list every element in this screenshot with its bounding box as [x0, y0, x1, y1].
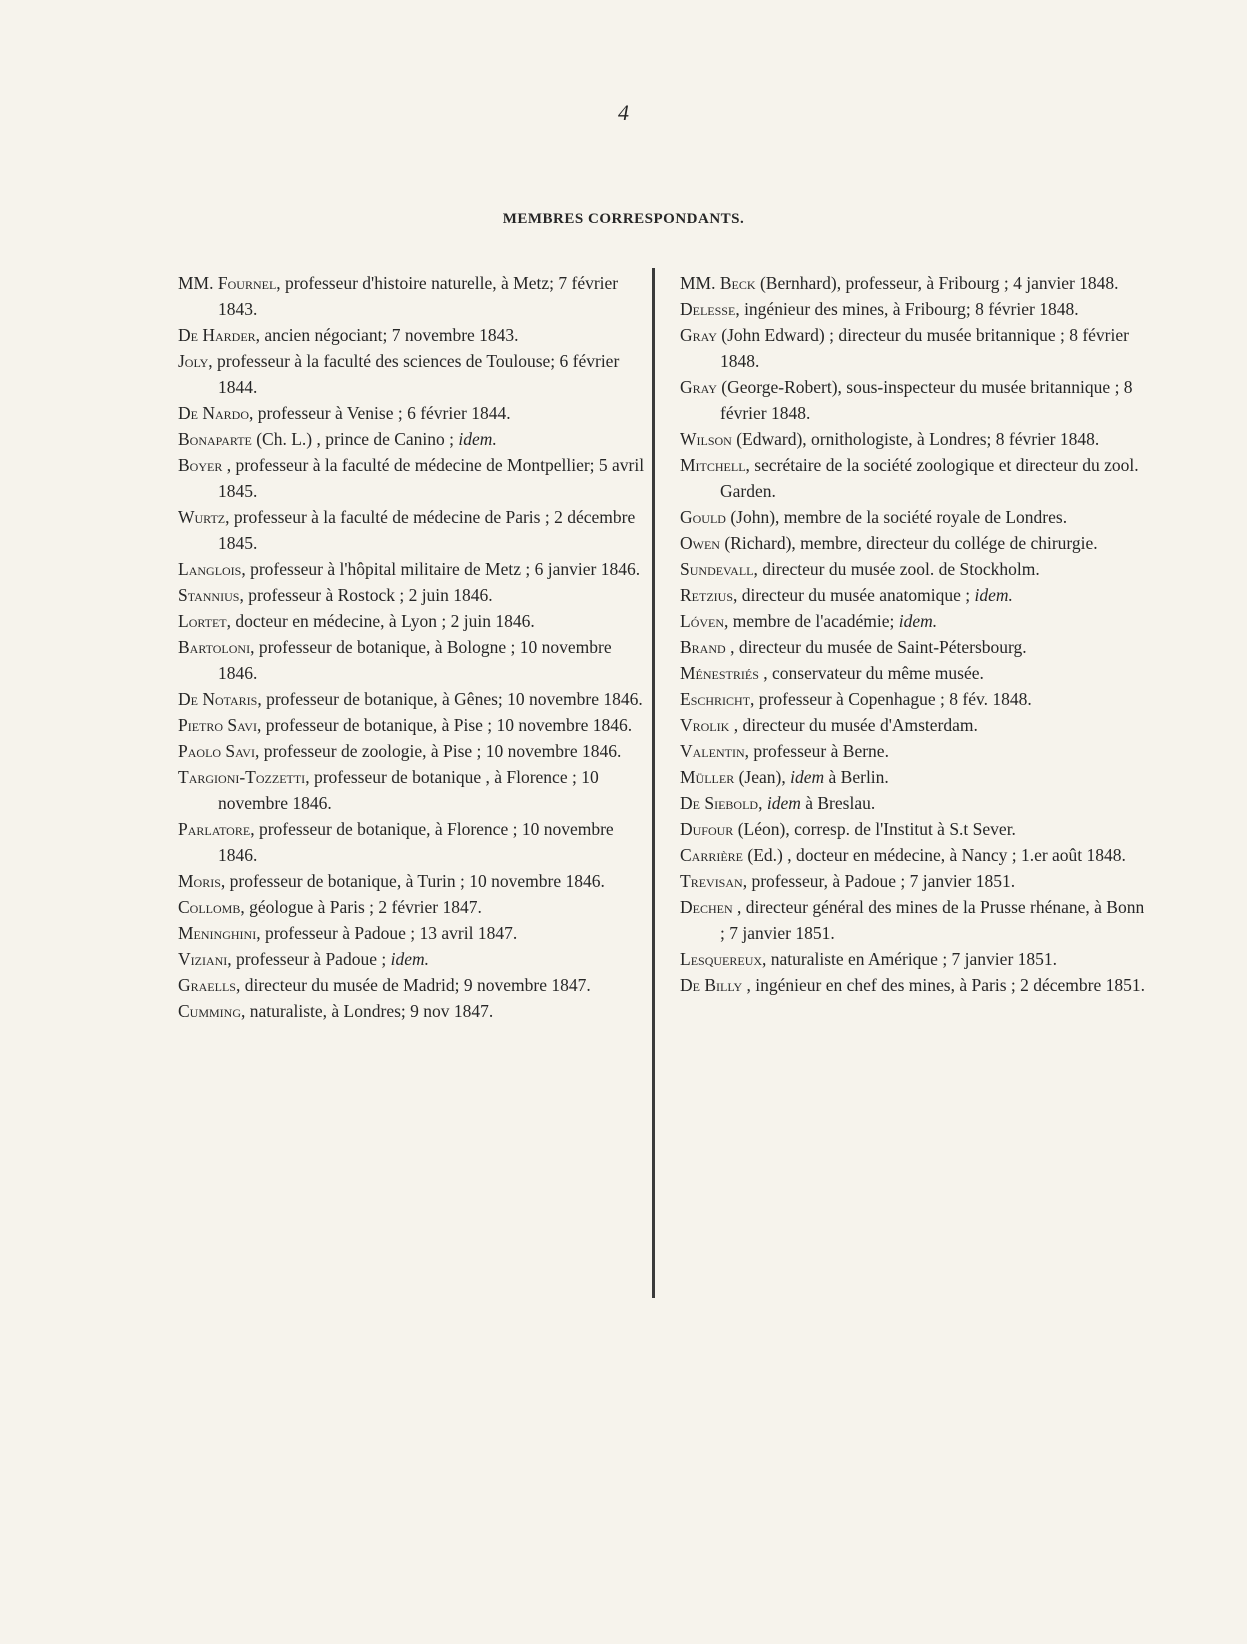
member-name: Trevisan — [680, 871, 743, 891]
member-name: Joly — [178, 351, 209, 371]
member-name: Langlois — [178, 559, 242, 579]
member-details-tail: à Berlin. — [824, 767, 889, 787]
member-name: Gray — [680, 325, 717, 345]
member-entry — [680, 452, 1150, 504]
member-name: Ménestriés — [680, 663, 759, 683]
member-entry — [178, 946, 648, 972]
member-name: Collomb — [178, 897, 241, 917]
member-entry — [680, 582, 1150, 608]
member-entry — [178, 920, 648, 946]
member-details: , naturaliste, à Londres; 9 nov 1847. — [241, 1001, 494, 1021]
member-name: Bonaparte — [178, 429, 252, 449]
member-name: Wilson — [680, 429, 732, 449]
member-details: , professeur à Padoue ; — [227, 949, 391, 969]
member-entry — [178, 972, 648, 998]
member-entry — [680, 712, 1150, 738]
member-name: Owen — [680, 533, 720, 553]
member-entry — [178, 738, 648, 764]
member-details: (Ed.) , docteur en médecine, à Nancy ; 1.er août 1848. — [743, 845, 1126, 865]
member-details: , naturaliste en Amérique ; 7 janvier 1851. — [762, 949, 1058, 969]
member-name: De Nardo — [178, 403, 249, 423]
member-entry — [178, 400, 648, 426]
member-details: , professeur d'histoire naturelle, à Metz; 7 février 1843. — [218, 273, 619, 319]
member-name: De Harder — [178, 325, 256, 345]
member-name: Moris — [178, 871, 221, 891]
member-name: Müller — [680, 767, 735, 787]
member-name: Lortet — [178, 611, 227, 631]
member-details: , membre de l'académie; — [724, 611, 899, 631]
member-entry — [178, 998, 648, 1024]
member-entry — [680, 842, 1150, 868]
member-name: Boyer — [178, 455, 223, 475]
member-name: Fournel — [217, 273, 277, 293]
member-entry — [178, 556, 648, 582]
member-details: , directeur du musée de Madrid; 9 novembre 1847. — [235, 975, 591, 995]
member-name: De Billy — [680, 975, 743, 995]
member-name: Targioni-Tozzetti — [178, 767, 306, 787]
member-name: De Notaris — [178, 689, 258, 709]
member-details: (John Edward) ; directeur du musée britannique ; 8 février 1848. — [716, 325, 1129, 371]
member-details: , professeur à la faculté des sciences de Toulouse; 6 février 1844. — [208, 351, 620, 397]
member-details: , directeur général des mines de la Prusse rhénane, à Bonn ; 7 janvier 1851. — [720, 897, 1145, 943]
member-details: , ingénieur en chef des mines, à Paris ; 2 décembre 1851. — [742, 975, 1145, 995]
member-details: , géologue à Paris ; 2 février 1847. — [240, 897, 482, 917]
member-details: , professeur de botanique, à Pise ; 10 novembre 1846. — [256, 715, 633, 735]
member-details: , professeur à Rostock ; 2 juin 1846. — [239, 585, 493, 605]
member-entry — [178, 868, 648, 894]
left-column — [178, 270, 648, 1024]
member-entry — [680, 296, 1150, 322]
member-name: Delesse — [680, 299, 736, 319]
member-details: , directeur du musée de Saint-Pétersbourg. — [725, 637, 1027, 657]
member-entry — [178, 816, 648, 868]
member-details: , professeur, à Padoue ; 7 janvier 1851. — [742, 871, 1016, 891]
member-details: (Ch. L.) , prince de Canino ; — [251, 429, 459, 449]
member-entry — [680, 894, 1150, 946]
member-entry — [680, 374, 1150, 426]
member-name: Bartoloni — [178, 637, 251, 657]
right-column — [680, 270, 1150, 998]
member-entry — [680, 660, 1150, 686]
member-entry — [680, 946, 1150, 972]
member-entry — [178, 686, 648, 712]
member-idem: idem. — [974, 585, 1013, 605]
member-details: (Bernhard), professeur, à Fribourg ; 4 janvier 1848. — [755, 273, 1119, 293]
member-name: Stannius — [178, 585, 240, 605]
member-entry — [680, 270, 1150, 296]
member-name: Beck — [719, 273, 756, 293]
member-details: , directeur du musée zool. de Stockholm. — [753, 559, 1040, 579]
member-entry — [178, 608, 648, 634]
member-entry — [680, 322, 1150, 374]
member-idem: idem. — [390, 949, 429, 969]
member-details: (Jean), — [734, 767, 791, 787]
entry-prefix: MM. — [680, 273, 720, 293]
member-name: Retzius — [680, 585, 733, 605]
member-details: , professeur à Copenhague ; 8 fév. 1848. — [750, 689, 1032, 709]
member-entry — [680, 426, 1150, 452]
member-entry — [680, 556, 1150, 582]
member-details: , docteur en médecine, à Lyon ; 2 juin 1846. — [226, 611, 535, 631]
member-name: Cumming — [178, 1001, 242, 1021]
member-details: , secrétaire de la société zoologique et directeur du zool. Garden. — [720, 455, 1139, 501]
member-details: , professeur à l'hôpital militaire de Metz ; 6 janvier 1846. — [241, 559, 641, 579]
member-details: (John), membre de la société royale de Londres. — [725, 507, 1068, 527]
member-details: , — [758, 793, 767, 813]
page-number: 4 — [618, 100, 629, 125]
member-details: , professeur à Berne. — [744, 741, 889, 761]
member-details: (Edward), ornithologiste, à Londres; 8 février 1848. — [731, 429, 1100, 449]
member-name: Vrolik — [680, 715, 730, 735]
member-idem: idem — [790, 767, 825, 787]
member-entry — [680, 764, 1150, 790]
member-details: , ingénieur des mines, à Fribourg; 8 février 1848. — [735, 299, 1079, 319]
member-name: Dufour — [680, 819, 734, 839]
member-entry — [680, 504, 1150, 530]
member-entry — [680, 816, 1150, 842]
member-entry — [680, 738, 1150, 764]
member-entry — [178, 270, 648, 322]
member-details: , professeur de botanique, à Turin ; 10 novembre 1846. — [220, 871, 605, 891]
member-name: Pietro Savi — [178, 715, 257, 735]
member-name: Eschricht — [680, 689, 751, 709]
member-details: , directeur du musée d'Amsterdam. — [729, 715, 978, 735]
member-details: , professeur à Venise ; 6 février 1844. — [248, 403, 511, 423]
member-details: (George-Robert), sous-inspecteur du musée britannique ; 8 février 1848. — [716, 377, 1133, 423]
member-details: , professeur de botanique, à Gênes; 10 novembre 1846. — [257, 689, 643, 709]
member-details: , professeur à Padoue ; 13 avril 1847. — [256, 923, 518, 943]
member-entry — [178, 764, 648, 816]
column-divider — [652, 268, 655, 1298]
member-name: Lesquereux — [680, 949, 763, 969]
member-name: Carrière — [680, 845, 744, 865]
member-entry — [178, 894, 648, 920]
member-details: , conservateur du même musée. — [758, 663, 984, 683]
member-name: Viziani — [178, 949, 228, 969]
member-details: , professeur de botanique , à Florence ; 10 novembre 1846. — [218, 767, 599, 813]
member-details: , professeur à la faculté de médecine de Paris ; 2 décembre 1845. — [218, 507, 636, 553]
member-entry — [178, 322, 648, 348]
member-name: Gould — [680, 507, 726, 527]
member-name: Meninghini — [178, 923, 257, 943]
member-name: Valentin — [680, 741, 745, 761]
member-name: Parlatore — [178, 819, 251, 839]
member-details: (Léon), corresp. de l'Institut à S.t Sever. — [733, 819, 1016, 839]
member-entry — [178, 582, 648, 608]
member-details: , professeur de botanique, à Bologne ; 10 novembre 1846. — [218, 637, 612, 683]
member-entry — [178, 452, 648, 504]
member-name: Gray — [680, 377, 717, 397]
member-name: Mitchell — [680, 455, 746, 475]
member-details: , professeur de botanique, à Florence ; 10 novembre 1846. — [218, 819, 614, 865]
member-name: Brand — [680, 637, 726, 657]
member-name: Paolo Savi — [178, 741, 255, 761]
member-idem: idem. — [898, 611, 938, 631]
member-details-tail: à Breslau. — [800, 793, 876, 813]
member-entry — [680, 686, 1150, 712]
member-entry — [680, 868, 1150, 894]
member-name: Wurtz — [178, 507, 226, 527]
member-entry — [178, 634, 648, 686]
member-entry — [680, 634, 1150, 660]
member-entry — [178, 504, 648, 556]
member-name: Dechen — [680, 897, 733, 917]
member-idem: idem — [766, 793, 801, 813]
member-entry — [680, 790, 1150, 816]
member-details: , professeur de zoologie, à Pise ; 10 novembre 1846. — [254, 741, 622, 761]
section-heading: MEMBRES CORRESPONDANTS. — [502, 211, 745, 227]
member-entry — [680, 972, 1150, 998]
member-details: , professeur à la faculté de médecine de Montpellier; 5 avril 1845. — [218, 455, 645, 501]
member-details: , directeur du musée anatomique ; — [733, 585, 975, 605]
member-idem: idem. — [458, 429, 497, 449]
member-name: Graells — [178, 975, 236, 995]
member-details: (Richard), membre, directeur du collége de chirurgie. — [719, 533, 1098, 553]
member-entry — [680, 608, 1150, 634]
member-entry — [178, 426, 648, 452]
member-entry — [178, 712, 648, 738]
member-entry — [680, 530, 1150, 556]
entry-prefix: MM. — [178, 273, 218, 293]
member-name: Lóven — [680, 611, 725, 631]
member-name: Sundevall — [680, 559, 754, 579]
member-details: , ancien négociant; 7 novembre 1843. — [255, 325, 519, 345]
member-entry — [178, 348, 648, 400]
member-name: De Siebold — [680, 793, 759, 813]
